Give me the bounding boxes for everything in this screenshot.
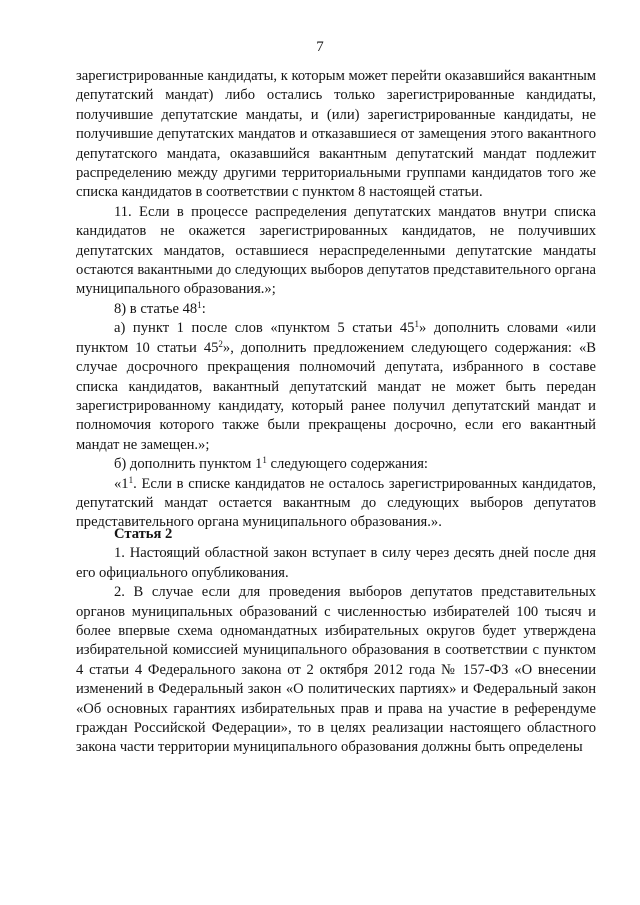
paragraph-item-1-1: «$1^1$. Если в списке кандидатов не осталось зарегистрированных кандидатов, депутатский мандат остается вакантным до следующих выборов депутатов представительного органа муниципального образования.». bbox=[76, 474, 596, 531]
paragraph-item-11: 11. Если в процессе распределения депутатских мандатов внутри списка кандидатов не окажется зарегистрированных кандидатов, не получивших депутатских мандатов, оставшиеся нераспределенными депутатские мандаты остаются вакантными до следующих выборов депутатов представительного органа муниципального образования.»; bbox=[76, 203, 596, 298]
paragraph-subitem-a: а) пункт 1 после слов «пунктом 5 статьи $45^1$» дополнить словами «или пунктом 10 статьи $45^2$», дополнить предложением следующего содержания: «В случае досрочного прекращения полномочий депутата, избранного в составе списка кандидатов, вакантный депутатский мандат не может быть передан зарегистрированному кандидату, который ранее получил депутатский мандат и полномочия которого также были прекращены досрочно, если его вакантный мандат не замещен.»; bbox=[76, 319, 597, 453]
page-number: 7 bbox=[316, 39, 324, 55]
article-2-paragraph-1: 1. Настоящий областной закон вступает в силу через десять дней после дня его официального опубликования. bbox=[76, 545, 596, 581]
paragraph-item-8: 8) в статье $48^1$: bbox=[114, 299, 206, 317]
article-2-paragraph-2: 2. В случае если для проведения выборов депутатов представительных органов муниципальных образований с численностью избирателей 100 тысяч и более впервые схема одномандатных избирательных округов будет утверждена избирательной комиссией муниципального образования в соответствии с пунктом 4 статьи 4 Федерального закона от 2 октября 2012 года № 157-ФЗ «О внесении изменений в Федеральный закон «О политических партиях» и Федеральный закон «Об основных гарантиях избирательных прав и права на участие в референдуме граждан Российской Федерации», то в целях реализации настоящего областного закона части территории муниципального образования должны быть определены bbox=[76, 584, 596, 756]
article-heading: Статья 2 bbox=[114, 526, 173, 542]
article-2-section bbox=[76, 525, 596, 758]
paragraph-subitem-b: б) дополнить пунктом $1^1$ следующего содержания: bbox=[114, 455, 428, 473]
paragraph-continuation: зарегистрированные кандидаты, к которым может перейти оказавшийся вакантным депутатский мандат) либо остались только зарегистрированные кандидаты, получившие депутатские мандаты, и (или) зарегистрированные кандидаты, не получившие депутатских мандатов и отказавшиеся от замещения этого вакантного депутатского мандата, оказавшийся вакантным депутатский мандат подлежит распределению между другими территориальными группами кандидатов того же списка кандидатов в соответствии с пунктом 8 настоящей статьи. bbox=[76, 68, 596, 201]
amendments-text bbox=[76, 67, 596, 533]
